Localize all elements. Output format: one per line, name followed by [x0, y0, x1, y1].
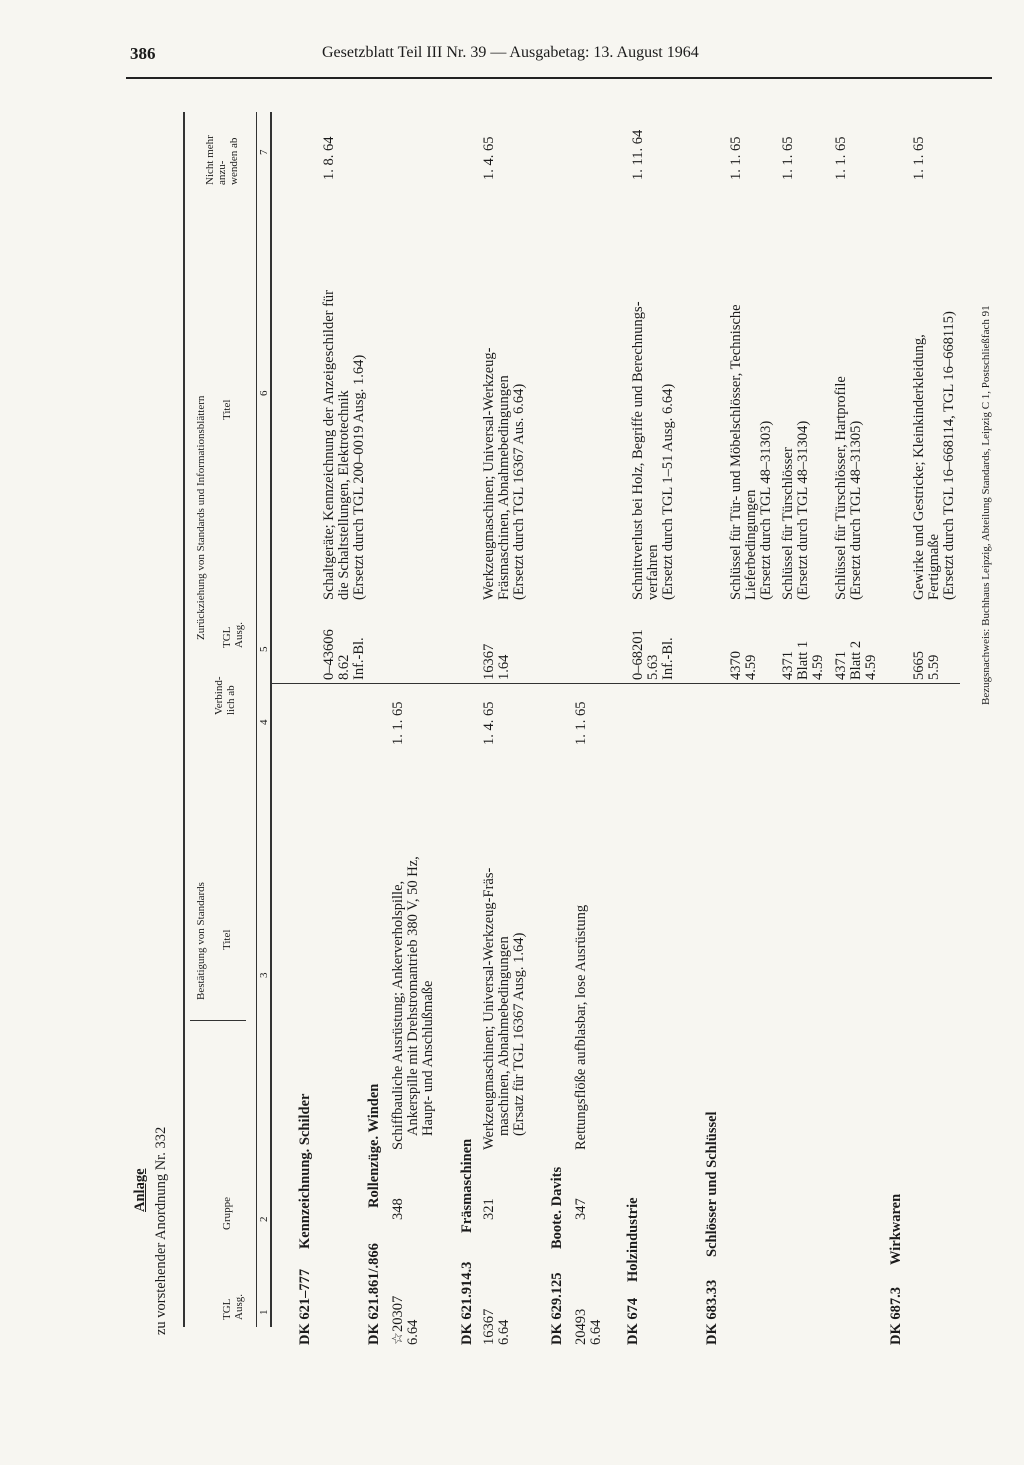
cell-titel-confirmed: Schiffbauliche Ausrüstung; Ankerverholspille, — [390, 880, 406, 1150]
section-dk-code: DK 621.861/.866 — [366, 1243, 382, 1345]
column-header-7: Nicht mehr — [204, 135, 216, 185]
cell-titel-withdrawn: Schlüssel für Türschlösser — [780, 447, 796, 600]
column-number-2: 2 — [258, 1216, 270, 1222]
cell-withdrawn-tgl: Inf.-Bl. — [351, 637, 367, 680]
cell-nicht-mehr-anzuwenden: 1. 4. 65 — [481, 136, 497, 180]
cell-withdrawn-tgl: 4371 — [833, 651, 849, 680]
column-header-5: Ausg. — [233, 622, 245, 648]
header-rule — [126, 77, 992, 79]
column-header-1: Ausg. — [233, 1294, 245, 1320]
cell-titel-withdrawn: Schlüssel für Tür- und Möbelschlösser, Technische — [728, 304, 744, 600]
table-top-rule — [183, 112, 185, 1327]
column-number-6: 6 — [258, 390, 270, 396]
column-header-1: TGL — [221, 1298, 233, 1320]
cell-withdrawn-tgl: 4370 — [728, 651, 744, 680]
cell-withdrawn-tgl: 4.59 — [863, 654, 879, 680]
cell-withdrawn-tgl: 0–43606 — [321, 629, 337, 680]
cell-titel-confirmed: Ankerspille mit Drehstromantrieb 380 V, 50 Hz, — [405, 856, 421, 1136]
cell-verbindlich-ab: 1. 1. 65 — [390, 701, 406, 745]
section-dk-code: DK 674 — [625, 1297, 641, 1345]
column-header-6: Titel — [221, 399, 233, 420]
cell-nicht-mehr-anzuwenden: 1. 1. 65 — [833, 136, 849, 180]
cell-withdrawn-tgl: 8.62 — [336, 654, 352, 680]
cell-titel-withdrawn: (Ersetzt durch TGL 16367 Aus. 6.64) — [511, 383, 527, 600]
section-dk-code: DK 687.3 — [888, 1287, 904, 1345]
section-name: Boote. Davits — [549, 1166, 565, 1249]
section-name: Wirkwaren — [888, 1194, 904, 1266]
cell-tgl-ausg: ☆20307 — [390, 1295, 406, 1345]
cell-withdrawn-tgl: 4.59 — [810, 654, 826, 680]
cell-tgl-ausg: 16367 — [481, 1308, 497, 1345]
cell-titel-withdrawn: (Ersetzt durch TGL 200–0019 Ausg. 1.64) — [351, 354, 367, 600]
column-number-5: 5 — [258, 646, 270, 652]
cell-gruppe: 321 — [481, 1198, 497, 1220]
cell-titel-confirmed: Werkzeugmaschinen; Universal-Werkzeug-Fräs- — [481, 867, 497, 1150]
section-dk-code: DK 621–777 — [297, 1268, 313, 1345]
cell-withdrawn-tgl: Blatt 1 — [795, 640, 811, 680]
cell-gruppe: 348 — [390, 1198, 406, 1220]
section-name: Holzindustrie — [625, 1197, 641, 1282]
cell-nicht-mehr-anzuwenden: 1. 1. 65 — [728, 136, 744, 180]
cell-titel-confirmed: (Ersatz für TGL 16367 Ausg. 1.64) — [511, 932, 527, 1136]
table-header-divider — [256, 112, 257, 1327]
section-dk-code: DK 683.33 — [704, 1279, 720, 1345]
column-number-1: 1 — [258, 1309, 270, 1315]
cell-withdrawn-tgl: 5665 — [911, 651, 927, 680]
column-header-2: Gruppe — [221, 1197, 233, 1230]
group-divider-left — [190, 1020, 246, 1021]
running-title: Gesetzblatt Teil III Nr. 39 — Ausgabetag: 13. August 1964 — [322, 44, 699, 61]
section-name: Kennzeichnung. Schilder — [297, 1093, 313, 1249]
cell-titel-confirmed: Rettungsflöße aufblasbar, lose Ausrüstung — [573, 904, 589, 1150]
column-number-7: 7 — [258, 149, 270, 155]
group-title-withdrawn: Zurückziehung von Standards und Informationsblättern — [195, 395, 207, 640]
section-name: Fräsmaschinen — [459, 1138, 475, 1233]
cell-titel-withdrawn: Schnittverlust bei Holz, Begriffe und Berechnungs- — [630, 301, 646, 600]
cell-titel-withdrawn: Werkzeugmaschinen; Universal-Werkzeug- — [481, 347, 497, 600]
cell-withdrawn-tgl: 4.59 — [743, 654, 759, 680]
cell-withdrawn-tgl: 4371 — [780, 651, 796, 680]
section-dk-code: DK 629.125 — [549, 1272, 565, 1345]
cell-titel-confirmed: maschinen, Abnahmebedingungen — [496, 936, 512, 1136]
column-header-3: Titel — [221, 929, 233, 950]
cell-nicht-mehr-anzuwenden: 1. 11. 64 — [630, 129, 646, 180]
cell-titel-withdrawn: Lieferbedingungen — [743, 489, 759, 600]
cell-withdrawn-tgl: 5.59 — [926, 654, 942, 680]
cell-verbindlich-ab: 1. 4. 65 — [481, 701, 497, 745]
cell-titel-withdrawn: (Ersetzt durch TGL 48–31303) — [758, 420, 774, 600]
section-name: Schlösser und Schlüssel — [704, 1111, 720, 1258]
section-dk-code: DK 621.914.3 — [459, 1261, 475, 1345]
cell-titel-confirmed: Haupt- und Anschlußmaße — [420, 980, 436, 1136]
cell-nicht-mehr-anzuwenden: 1. 1. 65 — [911, 136, 927, 180]
cell-tgl-ausg: 6.64 — [405, 1319, 421, 1345]
column-number-3: 3 — [258, 972, 270, 978]
cell-withdrawn-tgl: 1.64 — [496, 654, 512, 680]
cell-titel-withdrawn: Gewirke und Gestricke; Kleinkinderkleidung, — [911, 334, 927, 600]
cell-titel-withdrawn: Schlüssel für Türschlösser, Hartprofile — [833, 376, 849, 600]
column-header-5: TGL — [221, 626, 233, 648]
cell-titel-withdrawn: verfahren — [645, 544, 661, 600]
cell-titel-withdrawn: (Ersetzt durch TGL 16–668114, TGL 16–668115) — [941, 311, 957, 600]
cell-tgl-ausg: 6.64 — [588, 1319, 604, 1345]
cell-withdrawn-tgl: 0–68201 — [630, 629, 646, 680]
cell-withdrawn-tgl: 5.63 — [645, 654, 661, 680]
cell-titel-withdrawn: die Schaltstellungen, Elektrotechnik — [336, 390, 352, 600]
cell-tgl-ausg: 20493 — [573, 1308, 589, 1345]
cell-withdrawn-tgl: Blatt 2 — [848, 640, 864, 680]
section-name: Rollenzüge. Winden — [366, 1083, 382, 1208]
cell-titel-withdrawn: Schaltgeräte; Kennzeichnung der Anzeigeschilder für — [321, 289, 337, 600]
annex-title: Anlage — [132, 1168, 148, 1212]
page-number: 386 — [130, 44, 156, 63]
cell-withdrawn-tgl: Inf.-Bl. — [660, 637, 676, 680]
cell-nicht-mehr-anzuwenden: 1. 1. 65 — [780, 136, 796, 180]
table-header-bottom-rule — [270, 112, 272, 1327]
cell-titel-withdrawn: Fräsmaschinen, Abnahmebedingungen — [496, 375, 512, 600]
half-divider — [270, 683, 960, 684]
group-title-confirmed: Bestätigung von Standards — [195, 882, 207, 1000]
cell-gruppe: 347 — [573, 1198, 589, 1220]
column-number-4: 4 — [258, 719, 270, 725]
cell-titel-withdrawn: (Ersetzt durch TGL 48–31304) — [795, 420, 811, 600]
cell-nicht-mehr-anzuwenden: 1. 8. 64 — [321, 136, 337, 180]
cell-verbindlich-ab: 1. 1. 65 — [573, 701, 589, 745]
cell-titel-withdrawn: (Ersetzt durch TGL 48–31305) — [848, 420, 864, 600]
cell-withdrawn-tgl: 16367 — [481, 643, 497, 680]
column-header-4: lich ab — [225, 685, 237, 715]
column-header-4: Verbind- — [213, 676, 225, 715]
cell-titel-withdrawn: (Ersetzt durch TGL 1–51 Ausg. 6.64) — [660, 383, 676, 600]
column-header-7: wenden ab — [228, 137, 240, 185]
cell-tgl-ausg: 6.64 — [496, 1319, 512, 1345]
source-line: Bezugsnachweis: Buchhaus Leipzig, Abteilung Standards, Leipzig C 1, Postschließfach 91 — [980, 305, 992, 705]
annex-subtitle: zu vorstehender Anordnung Nr. 332 — [153, 1126, 169, 1335]
column-header-7: anzu- — [216, 160, 228, 185]
cell-titel-withdrawn: Fertigmaße — [926, 533, 942, 600]
